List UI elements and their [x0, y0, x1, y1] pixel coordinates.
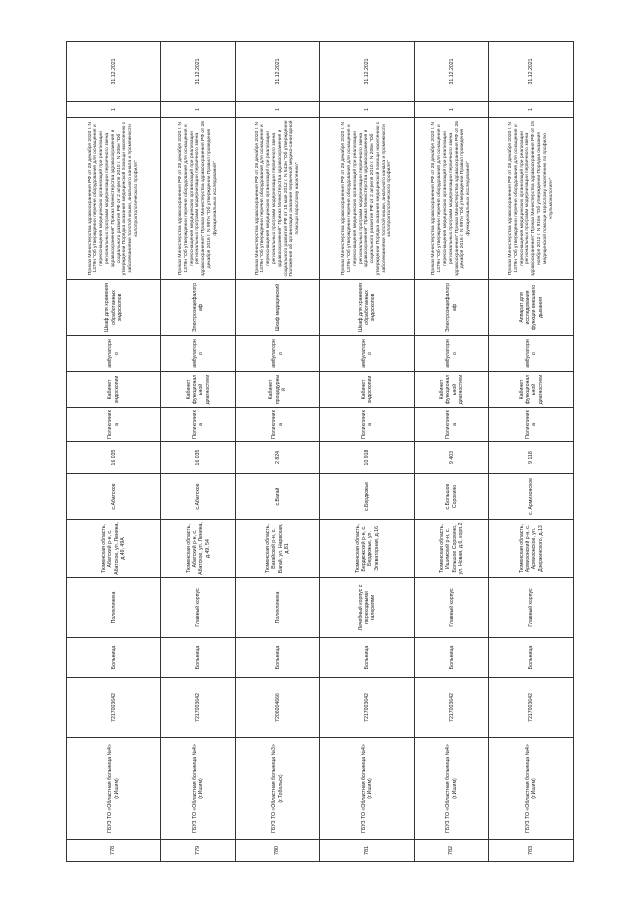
room-name: Кабинет эндоскопии [320, 372, 414, 408]
equipment-name: Шкаф для хранения обработанных эндоскопов [320, 280, 414, 336]
building-name: Главный корпус [489, 578, 574, 638]
regulation-order: Приказ Министерства здравоохранения РФ от 28 декабря 2020 г. N 1379н "Об утверждении перечня оборудования для оснащения и переоснащения медицинских организаций при реализации региональных программ модернизации первичного звена здравоохранения" Приказ Министерства здравоохранения РФ от 26 декабря 2016 г. N 997н "Об утверждении Правил проведения функциональных исследований" [414, 118, 489, 280]
equipment-name: Шкаф для хранения обработанных эндоскопов [67, 280, 161, 336]
row-number: 780 [235, 840, 320, 862]
locality: с.Большое Сорокино [414, 474, 489, 520]
inn-code: 7217003642 [489, 678, 574, 738]
regulation-order: Приказ Министерства здравоохранения РФ от 28 декабря 2020 г. N 1379н "Об утверждении перечня оборудования для оснащения и переоснащения медицинских организаций при реализации региональных программ модернизации первичного звена здравоохранения" Приказ Министерства здравоохранения и социального развития РФ от 2 апреля 2010 г. N 206н "Об утверждении Порядка оказания медицинской помощи населению с заболеваниями толстой кишки, анального канала и промежности колопроктологического профиля" [320, 118, 414, 280]
inn-code: 7217003642 [67, 678, 161, 738]
address: Тюменская область, Армизонский р-н, с. Армизонское, ул. Дзержинского, д.13 [489, 520, 574, 578]
inn-code: 7217003642 [414, 678, 489, 738]
population: 10 918 [320, 442, 414, 474]
care-type: амбулаторно [320, 336, 414, 372]
due-date: 31.12.2021 [489, 42, 574, 102]
address: Тюменская область, Ишимский р-н, с. Большое Сорокино, ул. Новая, д.6, корп.2 [414, 520, 489, 578]
equipment-table [66, 41, 574, 862]
room-name: Кабинет функциональной диагностики [161, 372, 236, 408]
facility-type: Больница [489, 638, 574, 678]
quantity: 1 [489, 102, 574, 118]
organization-name: ГБУЗ ТО «Областная больница №4» (г.Ишим) [320, 738, 414, 840]
quantity: 1 [161, 102, 236, 118]
facility-type: Больница [320, 638, 414, 678]
room-name: Кабинет эндоскопии [67, 372, 161, 408]
table-row [67, 42, 161, 862]
locality: с. Армизонское [489, 474, 574, 520]
rotated-table-frame [66, 42, 574, 862]
row-number: 783 [489, 840, 574, 862]
room-name: Кабинет процедурный [235, 372, 320, 408]
organization-name: ГБУЗ ТО «Областная больница №4» (г.Ишим) [67, 738, 161, 840]
organization-name: ГБУЗ ТО «Областная больница №4» (г.Ишим) [414, 738, 489, 840]
due-date: 31.12.2021 [235, 42, 320, 102]
locality: с.Вагай [235, 474, 320, 520]
facility-type: Больница [414, 638, 489, 678]
facility-type: Больница [67, 638, 161, 678]
due-date: 31.12.2021 [161, 42, 236, 102]
care-type: амбулаторно [161, 336, 236, 372]
unit-name: Поликлиника [414, 408, 489, 442]
row-number: 779 [161, 840, 236, 862]
due-date: 31.12.2021 [414, 42, 489, 102]
quantity: 1 [414, 102, 489, 118]
quantity: 1 [67, 102, 161, 118]
care-type: амбулаторно [414, 336, 489, 372]
table-row [414, 42, 489, 862]
equipment-name: Электроэнцефалограф [414, 280, 489, 336]
building-name: Лечебный корпус с переходными галереями [320, 578, 414, 638]
locality: с.Бердюжье [320, 474, 414, 520]
table-row [489, 42, 574, 862]
facility-type: Больница [235, 638, 320, 678]
inn-code: 7217003642 [161, 678, 236, 738]
equipment-name: Аппарат для исследования функции внешнего дыхания [489, 280, 574, 336]
building-name: Главный корпус [161, 578, 236, 638]
regulation-order: Приказ Министерства здравоохранения РФ от 28 декабря 2020 г. N 1379н "Об утверждении перечня оборудования для оснащения и переоснащения медицинских организаций при реализации региональных программ модернизации первичного звена здравоохранения" Приказ Министерства здравоохранения РФ от 26 декабря 2016 г. N 997н "Об утверждении Правил проведения функциональных исследований" [161, 118, 236, 280]
equipment-name: Шкаф медицинский [235, 280, 320, 336]
regulation-order: Приказ Министерства здравоохранения РФ от 28 декабря 2020 г. N 1379н "Об утверждении перечня оборудования для оснащения и переоснащения медицинских организаций при реализации региональных программ модернизации первичного звена здравоохранения" Приказ Министерства здравоохранения и социального развития РФ от 2 апреля 2010 г. N 206н "Об утверждении Порядка оказания медицинской помощи населению с заболеваниями толстой кишки, анального канала и промежности колопроктологического профиля" [67, 118, 161, 280]
row-number: 781 [320, 840, 414, 862]
care-type: амбулаторно [235, 336, 320, 372]
building-name: Главный корпус [414, 578, 489, 638]
care-type: амбулаторно [489, 336, 574, 372]
table-row [320, 42, 414, 862]
address: Тюменская область, Вагайский р-н, с. Вагай, ул. Нарвская, д.81 [235, 520, 320, 578]
population: 2 824 [235, 442, 320, 474]
table-row [235, 42, 320, 862]
care-type: амбулаторно [67, 336, 161, 372]
facility-type: Больница [161, 638, 236, 678]
row-number: 782 [414, 840, 489, 862]
equipment-name: Электроэнцефалограф [161, 280, 236, 336]
table-row [161, 42, 236, 862]
inn-code: 7217003642 [320, 678, 414, 738]
regulation-order: Приказ Министерства здравоохранения РФ от 28 декабря 2020 г. N 1379н "Об утверждении перечня оборудования для оснащения и переоснащения медицинских организаций при реализации региональных программ модернизации первичного звена здравоохранения" Приказ Министерства здравоохранения РФ от 15 ноября 2012 г. N 916н "Об утверждении Порядка оказания медицинской помощи взрослому населению по профилю «пульмонология»" [489, 118, 574, 280]
room-name: Кабинет функциональной диагностики [414, 372, 489, 408]
organization-name: ГБУЗ ТО «Областная больница №3» (г.Тобольск) [235, 738, 320, 840]
regulation-order: Приказ Министерства здравоохранения РФ от 28 декабря 2020 г. N 1379н "Об утверждении перечня оборудования для оснащения и переоснащения медицинских организаций при реализации региональных программ модернизации первичного звена здравоохранения" Приказ Министерства здравоохранения и социального развития РФ от 15 мая 2012 г. N 543н "Об утверждении Положения об организации оказания первичной медико-санитарной помощи взрослому населению" [235, 118, 320, 280]
inn-code: 7206004666 [235, 678, 320, 738]
population: 9 118 [489, 442, 574, 474]
unit-name: Поликлиника [161, 408, 236, 442]
organization-name: ГБУЗ ТО «Областная больница №4» (г.Ишим) [489, 738, 574, 840]
unit-name: Поликлиника [67, 408, 161, 442]
population: 9 403 [414, 442, 489, 474]
building-name: Поликлиника [235, 578, 320, 638]
row-number: 778 [67, 840, 161, 862]
quantity: 1 [235, 102, 320, 118]
room-name: Кабинет функциональной диагностики [489, 372, 574, 408]
locality: с.Абатское [67, 474, 161, 520]
population: 16 035 [67, 442, 161, 474]
due-date: 31.12.2021 [67, 42, 161, 102]
unit-name: Поликлиника [235, 408, 320, 442]
quantity: 1 [320, 102, 414, 118]
due-date: 31.12.2021 [320, 42, 414, 102]
building-name: Поликлиника [67, 578, 161, 638]
unit-name: Поликлиника [320, 408, 414, 442]
unit-name: Поликлиника [489, 408, 574, 442]
organization-name: ГБУЗ ТО «Областная больница №4» (г.Ишим) [161, 738, 236, 840]
address: Тюменская область, Бердюжский р-н, с. Бердюжье, ул. Элеваторная, д.16 [320, 520, 414, 578]
address: Тюменская область, Абатский р-н, с. Абатское, ул. Ленина, д.49, 49А [67, 520, 161, 578]
address: Тюменская область, Абатский р-н, с. Абатское, ул. Ленина, д.49, 54 [161, 520, 236, 578]
locality: с.Абатское [161, 474, 236, 520]
population: 16 035 [161, 442, 236, 474]
table-body [67, 42, 574, 862]
